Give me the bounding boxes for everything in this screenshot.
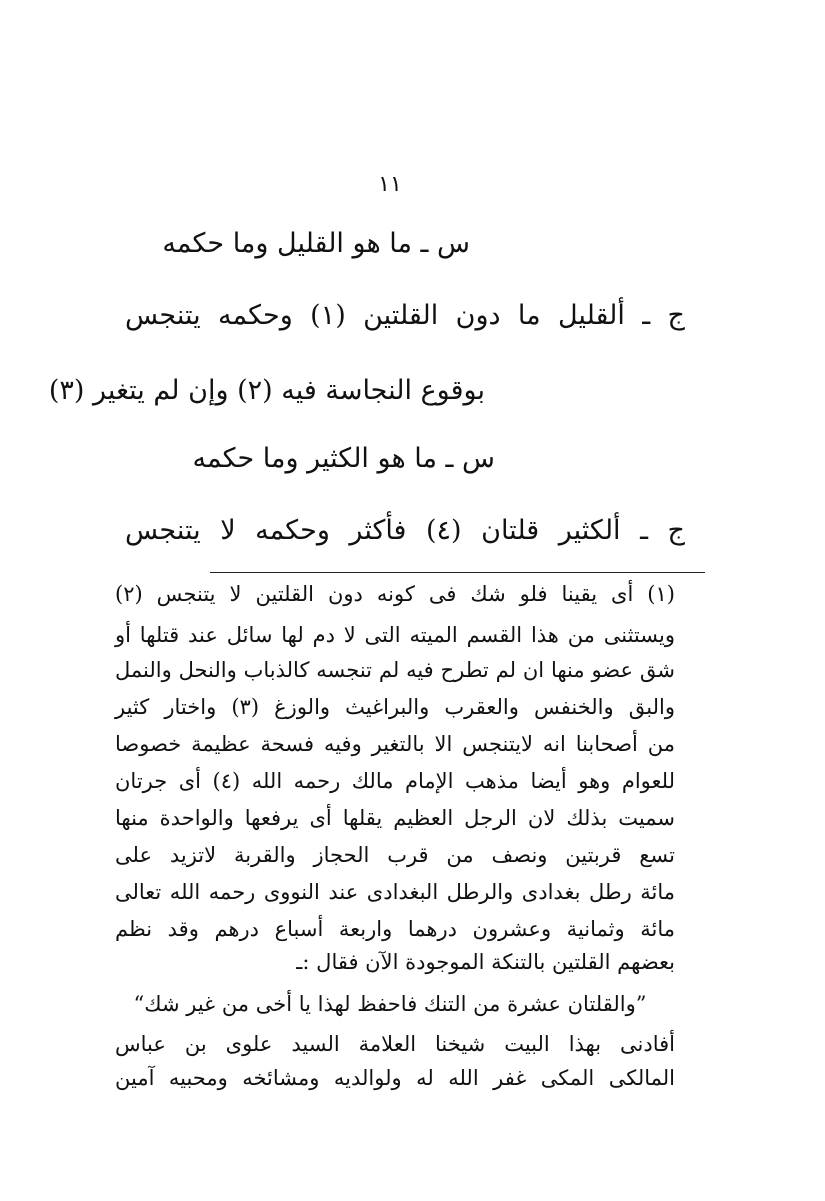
- answer-1-line-1: ج ـ ألقليل ما دون القلتين (١) وحكمه يتنجس: [125, 300, 685, 331]
- footnote-line-8: تسع قربتين ونصف من قرب الحجاز والقربة لاتزيد على: [115, 843, 675, 867]
- footnote-line-11: بعضهم القلتين بالتنكة الموجودة الآن فقال :ـ: [296, 950, 675, 974]
- footnote-line-10: مائة وثمانية وعشرون درهما واربعة أسباع درهم وقد نظم: [115, 917, 675, 941]
- footnote-line-4: والبق والخنفس والعقرب والبراغيث والوزغ (٣) واختار كثير: [115, 695, 675, 719]
- answer-1-line-2: بوقوع النجاسة فيه (٢) وإن لم يتغير (٣): [48, 375, 485, 406]
- closing-line-1: أفادنى بهذا البيت شيخنا العلامة السيد علوى بن عباس: [115, 1032, 675, 1056]
- footnote-line-7: سميت بذلك لان الرجل العظيم يقلها أى يرفعها والواحدة منها: [115, 806, 675, 830]
- closing-line-2: المالكى المكى غفر الله له ولوالديه ومشائخه ومحبيه آمين: [115, 1066, 675, 1090]
- poetry-verse: ”والقلتان عشرة من التنك فاحفظ لهذا يا أخى من غير شك“: [133, 992, 647, 1016]
- answer-2-line-1: ج ـ ألكثير قلتان (٤) فأكثر وحكمه لا يتنجس: [125, 515, 685, 546]
- question-2: س ـ ما هو الكثير وما حكمه: [192, 443, 495, 474]
- footnote-line-6: للعوام وهو أيضا مذهب الإمام مالك رحمه الله (٤) أى جرتان: [115, 769, 675, 793]
- footnote-line-5: من أصحابنا انه لايتنجس الا بالتغير وفيه فسحة عظيمة خصوصا: [115, 732, 675, 756]
- footnote-line-9: مائة رطل بغدادى والرطل البغدادى عند النووى رحمه الله تعالى: [115, 880, 675, 904]
- page-number: ١١: [378, 172, 402, 197]
- footnote-line-1: (١) أى يقينا فلو شك فى كونه دون القلتين لا يتنجس (٢): [115, 582, 675, 606]
- question-1: س ـ ما هو القليل وما حكمه: [162, 228, 470, 259]
- footnote-line-2: ويستثنى من هذا القسم الميته التى لا دم لها سائل عند قتلها أو: [115, 623, 675, 647]
- footnote-divider: [210, 572, 705, 573]
- footnote-line-3: شق عضو منها ان لم تطرح فيه لم تنجسه كالذباب والنحل والنمل: [115, 658, 675, 682]
